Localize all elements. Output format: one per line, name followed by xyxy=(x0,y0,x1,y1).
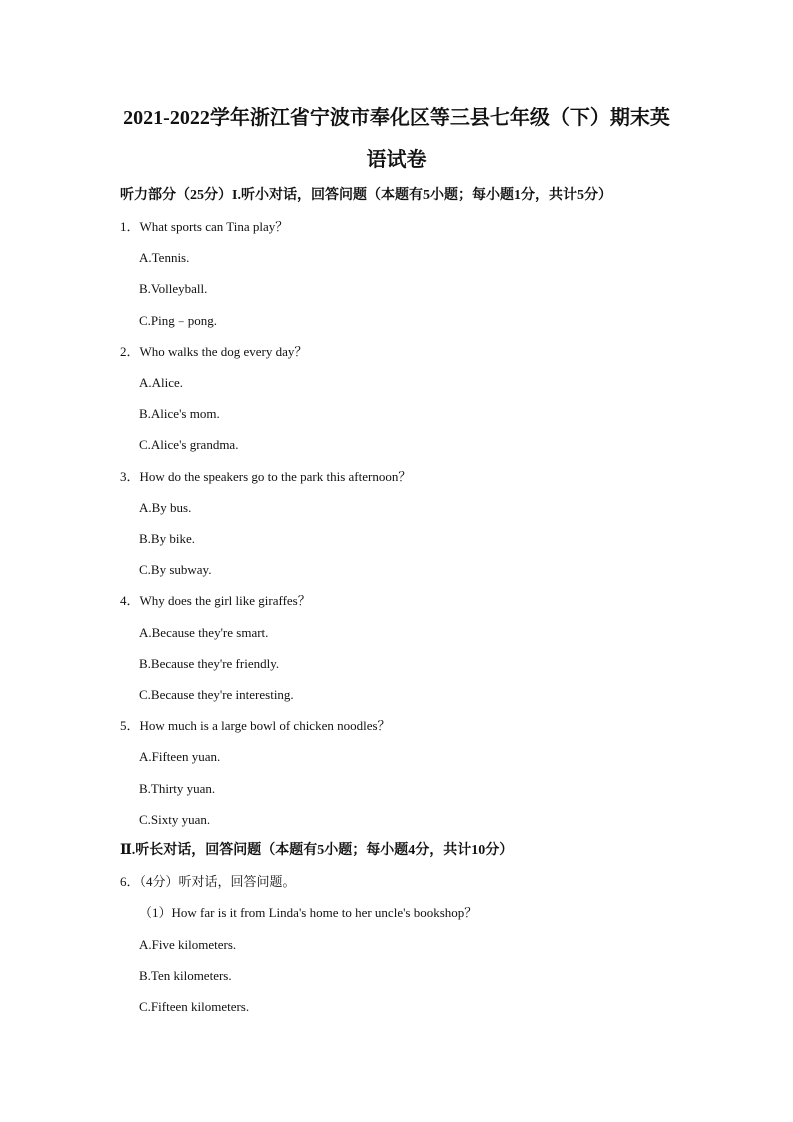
question-3-option-b: B.By bike. xyxy=(139,531,195,546)
question-5-stem: 5．How much is a large bowl of chicken noodles？ xyxy=(120,718,391,733)
question-2-stem: 2．Who walks the dog every day？ xyxy=(120,344,308,359)
question-1-stem: 1．What sports can Tina play？ xyxy=(120,219,289,234)
question-6-option-c: C.Fifteen kilometers. xyxy=(139,999,250,1014)
question-6-sub-1: （1）How far is it from Linda's home to her uncle's bookshop？ xyxy=(139,905,478,920)
question-5-option-a: A.Fifteen yuan. xyxy=(139,749,221,764)
question-6-option-b: B.Ten kilometers. xyxy=(139,968,232,983)
question-1-option-c: C.Ping﹣pong. xyxy=(139,313,218,328)
exam-title-line-1: 2021-2022学年浙江省宁波市奉化区等三县七年级（下）期末英 xyxy=(123,107,670,129)
question-1-option-b: B.Volleyball. xyxy=(139,281,208,296)
question-4-stem: 4．Why does the girl like giraffes？ xyxy=(120,593,311,608)
question-4-option-b: B.Because they're friendly. xyxy=(139,656,280,671)
exam-title-line-2: 语试卷 xyxy=(366,149,427,171)
question-4-option-a: A.Because they're smart. xyxy=(139,625,269,640)
question-6-stem: 6．（4分）听对话，回答问题。 xyxy=(120,874,296,889)
question-5-option-c: C.Sixty yuan. xyxy=(139,812,211,827)
question-2-option-a: A.Alice. xyxy=(139,375,184,390)
question-3-stem: 3．How do the speakers go to the park this afternoon？ xyxy=(120,469,412,484)
question-5-option-b: B.Thirty yuan. xyxy=(139,781,216,796)
question-3-option-a: A.By bus. xyxy=(139,500,192,515)
section-heading-listening-long: Ⅱ.听长对话，回答问题（本题有5小题；每小题4分，共计10分） xyxy=(120,843,514,858)
question-2-option-c: C.Alice's grandma. xyxy=(139,437,239,452)
question-3-option-c: C.By subway. xyxy=(139,562,212,577)
question-4-option-c: C.Because they're interesting. xyxy=(139,687,294,702)
question-6-option-a: A.Five kilometers. xyxy=(139,937,237,952)
section-heading-listening-short: 听力部分（25分）I.听小对话，回答问题（本题有5小题；每小题1分，共计5分） xyxy=(120,188,612,203)
question-2-option-b: B.Alice's mom. xyxy=(139,406,220,421)
question-1-option-a: A.Tennis. xyxy=(139,250,190,265)
